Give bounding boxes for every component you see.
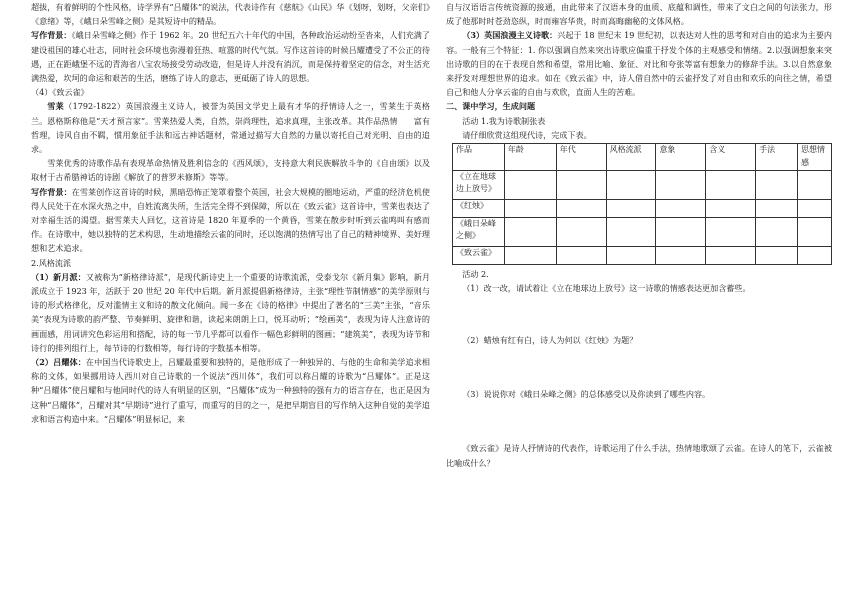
answer-space[interactable]	[446, 401, 832, 441]
blank-cell[interactable]	[504, 246, 556, 264]
table-header-cell: 年代	[556, 144, 606, 171]
table-row	[453, 217, 832, 246]
changyao-style-paragraph	[31, 355, 430, 426]
question-1: （1）改一改，请试着让《立在地球边上放号》这一诗歌的情感表达更加含蓄些。	[462, 282, 751, 293]
blank-cell[interactable]	[556, 246, 606, 264]
blank-cell[interactable]	[798, 199, 832, 217]
blank-cell[interactable]	[656, 199, 706, 217]
blank-cell[interactable]	[606, 199, 656, 217]
table-header-cell: 风格流派	[606, 144, 656, 171]
table-row	[453, 246, 832, 264]
blank-cell[interactable]	[606, 246, 656, 264]
blank-cell[interactable]	[656, 246, 706, 264]
romanticism-paragraph	[446, 28, 832, 99]
blank-cell[interactable]	[556, 217, 606, 246]
blank-cell[interactable]	[706, 199, 756, 217]
shelley-works: 雪莱优秀的诗歌作品有表现革命热情及胜利信念的《西风颂》，支持意大利民族解放斗争的《自由颂》以及取材于古希腊神话的诗剧《解放了的普罗米修斯》等等。	[31, 158, 430, 183]
writing-background-1	[31, 28, 430, 85]
table-header-cell: 年龄	[504, 144, 556, 171]
crescent-school-paragraph	[31, 270, 430, 355]
blank-cell[interactable]	[504, 170, 556, 199]
changyao-style-text: 在中国当代诗歌史上，吕耀最重要和独特的，是他形成了一种独异的、与他的生命和美学追求相称的文体，如果挪用诗人西川对自己诗歌的一个说法“西川体”，我们可以称吕耀的诗歌为“吕耀体”。正是这种“吕耀体”使吕耀和与他同时代的诗人有明显的区别，“吕耀体”成为一种独特的强有力的语言存在，也正是因为这种“吕耀体”，吕耀对其“早期诗”进行了重写，而重写的目的之一，是把早期盲目的写作纳入这种自觉的美学追求和语言构造中来。“吕耀体”明显标记，来	[31, 357, 430, 424]
table-header-cell: 思想情感	[798, 144, 832, 171]
blank-cell[interactable]	[606, 217, 656, 246]
blank-cell[interactable]	[798, 217, 832, 246]
shelley-text: （1792-1822）英国浪漫主义诗人，被誉为英国文学史上最有才华的抒情诗人之一，雪莱生于英格兰。恩格斯称他是“天才预言家”。雪莱热爱人类，自然，崇尚理性，追求真理，主张改革。其作品热情 富有哲理，诗风自由不羁，惯用象征手法和远古神话题材，常通过描写大自然的力量以寄托自己对光明、自由的追求。	[31, 101, 430, 155]
blank-cell[interactable]	[606, 170, 656, 199]
blank-cell[interactable]	[706, 170, 756, 199]
right-column	[446, 0, 832, 470]
blank-cell[interactable]	[756, 199, 798, 217]
part-2-title: 二、课中学习，生成问题	[446, 101, 536, 112]
activity-1-title: 活动 1.我为诗歌制张表	[462, 115, 546, 126]
writing-background-text: 在雪莱创作这首诗的时候，黑暗恐怖正笼罩着整个英国，社会大规模的圈地运动，严重的经济危机使得人民处于在水深火热之中，自姓流离失所，生活完全得不到保障，所以在《致云雀》这首诗中，雪莱也表达了对幸福生活的渴望。据雪莱夫人回忆，这首诗是 1820 年夏季的一个黄昏，雪莱在散步时听到云雀鸣叫有感而作。在诗歌中，她以独特的艺术构思，生动地描绘云雀的同时，还以饱满的热情写出了自己的精神境界、美好理想和艺术追求。	[31, 186, 430, 254]
blank-cell[interactable]	[706, 217, 756, 246]
question-4: 《致云雀》是诗人抒情诗的代表作，诗歌运用了什么手法，热情地歌颂了云雀。在诗人的笔下，云雀被比喻成什么？	[446, 443, 832, 468]
poem-table	[452, 143, 832, 265]
romanticism-label: （3）英国浪漫主义诗歌：	[462, 30, 558, 41]
poem-title-cell: 《致云雀》	[453, 246, 505, 264]
table-row	[453, 199, 832, 217]
question-3: （3）说说你对《峨日朵峰之侧》的总体感受以及你读到了哪些内容。	[462, 389, 711, 400]
subsection-4-title: （4）《致云雀》	[31, 87, 89, 98]
poem-title-cell: 《立在地球边上放号》	[453, 170, 505, 199]
style-continuation: 自与汉语语言传统资源的接通，由此带来了汉语本身的血质、底蕴和调性，带来了文白之间的句法张力，形成了他那时时苍劲恣纵，时而雍容华贵，时而高晦幽秘的文体风格。	[446, 2, 832, 27]
blank-cell[interactable]	[504, 217, 556, 246]
answer-space[interactable]	[446, 347, 832, 387]
intro-paragraph: 超拔，有着鲜明的个性风格，诗学界有“吕耀体”的说法，代表诗作有《慈航》《山民》华《划呀，划呀，父亲们》《意绪》等，《峨日朵雪峰之侧》是其短诗中的精品。	[31, 2, 430, 27]
activity-1-instruction: 请仔细欣赏这组现代诗，完成下表。	[462, 129, 592, 140]
blank-cell[interactable]	[756, 170, 798, 199]
table-header-row	[453, 144, 832, 171]
table-header-cell: 意象	[656, 144, 706, 171]
question-2: （2）蜡烛有红有白，诗人为何以《红烛》为题？	[462, 335, 638, 346]
table-header-cell: 含义	[706, 144, 756, 171]
romanticism-text: 兴起于 18 世纪末 19 世纪初，以表达对人性的思考和对自由的追求为主要内容。一般有三个特征：1. 你以强调自然来突出诗歌应偏重于抒发个体的主观感受和情绪。2.以强调想象来突出诗歌的目的在于表现自然和希望，常用比喻、象征、对比和夸张等富有想象力的修辞手法。3.以自然意象来抒发对理想世界的追求。如在《致云雀》中，诗人借自然中的云雀抒发了对自由和欢乐的向往之情，希望自己和他人分享云雀的自由与欢欣，直面人生的苦难。	[446, 30, 832, 98]
answer-space[interactable]	[446, 295, 832, 333]
left-column	[31, 0, 430, 426]
table-header-cell: 作品	[453, 144, 505, 171]
section-2-title: 2.风格流派	[31, 257, 72, 268]
changyao-style-label: （2）吕耀体：	[31, 357, 86, 368]
poem-title-cell: 《峨日朵峰之侧》	[453, 217, 505, 246]
writing-background-label: 写作背景：	[31, 186, 72, 197]
crescent-school-text: 又被称为“新格律诗派”，是现代新诗史上一个重要的诗歌流派，受泰戈尔《新月集》影响，新月派成立于 1923 年，活跃于 20 世纪 20 年代中后期。新月派提倡新格律诗，主张“理性节制情感”的美学原则与诗的形式格律化，反对滥情主义和诗的散文化倾向。闻一多在《诗的格律》中提出了著名的“三美”主张，“音乐美”表现为诗歌的韵严整、节奏鲜明、旋律和谐，读起来朗朗上口，悦耳动听；“绘画美”，表现为诗人注意诗的画面感，用词讲究色彩运用和搭配，诗的每一节几乎都可以看作一幅色彩鲜明的图画；“建筑美”，表现为诗节和诗行的排列组行上，每节诗的行数相等，每行诗的字数基本相等。	[31, 271, 431, 353]
blank-cell[interactable]	[504, 199, 556, 217]
shelley-intro	[31, 99, 430, 156]
table-header-cell: 手法	[756, 144, 798, 171]
crescent-school-label: （1）新月派：	[31, 271, 86, 282]
writing-background-text: 《峨日朵雪峰之侧》作于 1962 年。20 世纪五六十年代的中国，各种政治运动纷至沓来，人们充满了建设祖国的雄心壮志，同时社会环境也弥漫着狂热、喧嚣的时代气氛。写作这首诗的时候吕耀遭受了不公正的待遇，正在距峨堡不远的青海省八宝农场接受劳动改造，但是诗人并没有消沉，而是保持着坚定的信念，对生活充满热爱，坎坷的命运和艰苦的生活，磨练了诗人的意志，更砥砺了诗人的思想。	[31, 30, 430, 84]
table-row	[453, 170, 832, 199]
blank-cell[interactable]	[798, 170, 832, 199]
blank-cell[interactable]	[756, 217, 798, 246]
shelley-name: 雪莱	[47, 101, 65, 112]
blank-cell[interactable]	[656, 217, 706, 246]
activity-2-title: 活动 2.	[462, 268, 489, 279]
blank-cell[interactable]	[798, 246, 832, 264]
blank-cell[interactable]	[556, 170, 606, 199]
blank-cell[interactable]	[656, 170, 706, 199]
writing-background-2	[31, 185, 430, 256]
writing-background-label: 写作背景：	[31, 30, 72, 41]
blank-cell[interactable]	[756, 246, 798, 264]
blank-cell[interactable]	[706, 246, 756, 264]
blank-cell[interactable]	[556, 199, 606, 217]
poem-title-cell: 《红烛》	[453, 199, 505, 217]
